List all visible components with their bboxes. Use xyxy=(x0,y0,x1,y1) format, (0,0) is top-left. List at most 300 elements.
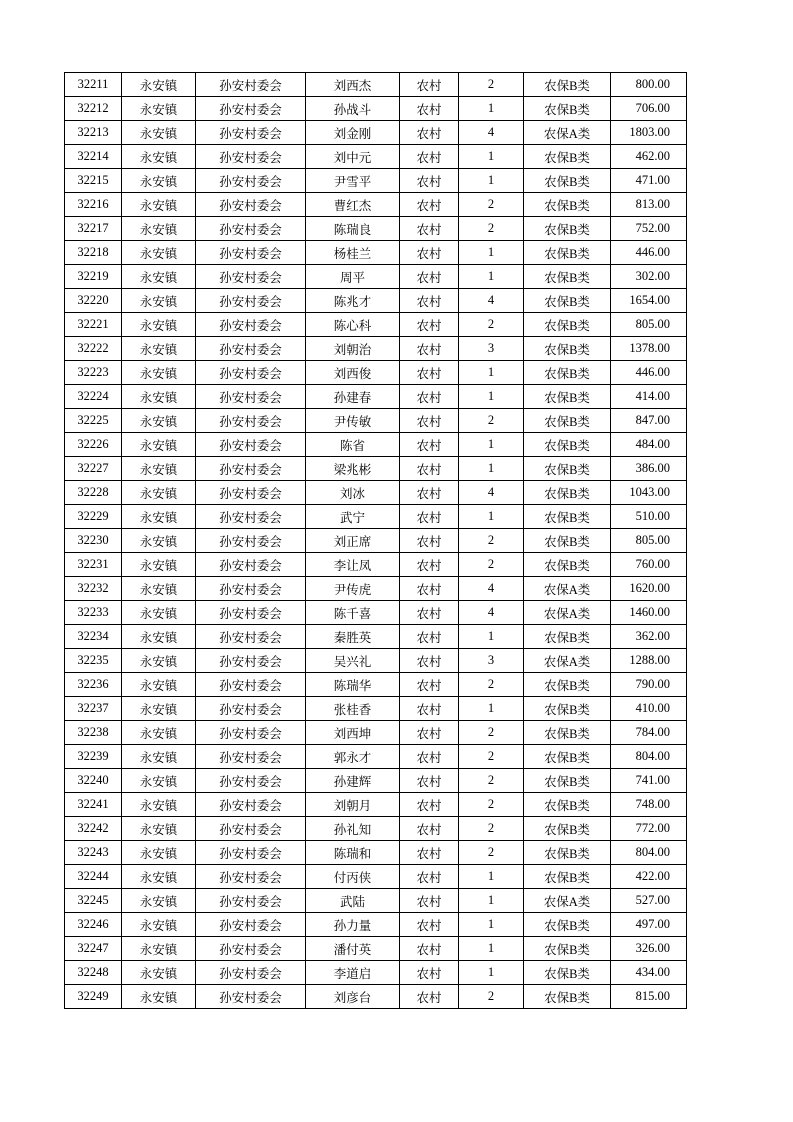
cell-household-count: 4 xyxy=(459,577,524,601)
cell-household-count: 2 xyxy=(459,745,524,769)
table-row xyxy=(65,673,687,697)
cell-person-name: 孙建春 xyxy=(306,385,400,409)
cell-amount: 1460.00 xyxy=(611,601,687,625)
cell-town: 永安镇 xyxy=(122,697,196,721)
cell-village-committee: 孙安村委会 xyxy=(196,865,306,889)
cell-household-count: 3 xyxy=(459,337,524,361)
cell-residence-type: 农村 xyxy=(400,601,459,625)
cell-town: 永安镇 xyxy=(122,145,196,169)
cell-village-committee: 孙安村委会 xyxy=(196,673,306,697)
cell-insurance-category: 农保B类 xyxy=(524,985,611,1009)
table-row xyxy=(65,97,687,121)
cell-record-id: 32226 xyxy=(65,433,122,457)
cell-insurance-category: 农保A类 xyxy=(524,649,611,673)
cell-village-committee: 孙安村委会 xyxy=(196,841,306,865)
table-row xyxy=(65,577,687,601)
cell-household-count: 2 xyxy=(459,529,524,553)
cell-town: 永安镇 xyxy=(122,433,196,457)
cell-village-committee: 孙安村委会 xyxy=(196,265,306,289)
cell-amount: 527.00 xyxy=(611,889,687,913)
cell-town: 永安镇 xyxy=(122,409,196,433)
cell-person-name: 李让凤 xyxy=(306,553,400,577)
cell-residence-type: 农村 xyxy=(400,769,459,793)
cell-village-committee: 孙安村委会 xyxy=(196,553,306,577)
cell-town: 永安镇 xyxy=(122,481,196,505)
cell-residence-type: 农村 xyxy=(400,217,459,241)
cell-residence-type: 农村 xyxy=(400,649,459,673)
cell-record-id: 32237 xyxy=(65,697,122,721)
cell-record-id: 32238 xyxy=(65,721,122,745)
cell-person-name: 陈兆才 xyxy=(306,289,400,313)
cell-household-count: 2 xyxy=(459,985,524,1009)
cell-residence-type: 农村 xyxy=(400,193,459,217)
cell-residence-type: 农村 xyxy=(400,145,459,169)
table-row xyxy=(65,625,687,649)
cell-residence-type: 农村 xyxy=(400,865,459,889)
cell-amount: 386.00 xyxy=(611,457,687,481)
cell-insurance-category: 农保B类 xyxy=(524,697,611,721)
cell-residence-type: 农村 xyxy=(400,313,459,337)
records-table-body xyxy=(65,73,687,1009)
cell-village-committee: 孙安村委会 xyxy=(196,481,306,505)
table-row xyxy=(65,145,687,169)
cell-town: 永安镇 xyxy=(122,217,196,241)
cell-town: 永安镇 xyxy=(122,457,196,481)
cell-insurance-category: 农保A类 xyxy=(524,601,611,625)
cell-residence-type: 农村 xyxy=(400,385,459,409)
cell-residence-type: 农村 xyxy=(400,721,459,745)
cell-person-name: 刘朝治 xyxy=(306,337,400,361)
cell-residence-type: 农村 xyxy=(400,529,459,553)
cell-insurance-category: 农保B类 xyxy=(524,721,611,745)
cell-record-id: 32215 xyxy=(65,169,122,193)
cell-person-name: 陈瑞华 xyxy=(306,673,400,697)
cell-amount: 741.00 xyxy=(611,769,687,793)
cell-town: 永安镇 xyxy=(122,937,196,961)
table-row xyxy=(65,721,687,745)
cell-insurance-category: 农保A类 xyxy=(524,577,611,601)
cell-amount: 772.00 xyxy=(611,817,687,841)
table-row xyxy=(65,937,687,961)
cell-residence-type: 农村 xyxy=(400,265,459,289)
cell-insurance-category: 农保B类 xyxy=(524,961,611,985)
cell-village-committee: 孙安村委会 xyxy=(196,433,306,457)
cell-person-name: 刘西坤 xyxy=(306,721,400,745)
cell-village-committee: 孙安村委会 xyxy=(196,985,306,1009)
cell-person-name: 刘西杰 xyxy=(306,73,400,97)
cell-town: 永安镇 xyxy=(122,913,196,937)
cell-residence-type: 农村 xyxy=(400,361,459,385)
cell-residence-type: 农村 xyxy=(400,817,459,841)
cell-residence-type: 农村 xyxy=(400,913,459,937)
cell-household-count: 1 xyxy=(459,937,524,961)
cell-town: 永安镇 xyxy=(122,673,196,697)
cell-person-name: 刘金刚 xyxy=(306,121,400,145)
cell-household-count: 1 xyxy=(459,697,524,721)
cell-town: 永安镇 xyxy=(122,889,196,913)
cell-record-id: 32245 xyxy=(65,889,122,913)
cell-village-committee: 孙安村委会 xyxy=(196,625,306,649)
table-row xyxy=(65,505,687,529)
cell-amount: 748.00 xyxy=(611,793,687,817)
cell-record-id: 32228 xyxy=(65,481,122,505)
cell-household-count: 1 xyxy=(459,385,524,409)
table-row xyxy=(65,265,687,289)
cell-record-id: 32219 xyxy=(65,265,122,289)
table-row xyxy=(65,961,687,985)
cell-residence-type: 农村 xyxy=(400,793,459,817)
cell-residence-type: 农村 xyxy=(400,841,459,865)
cell-record-id: 32242 xyxy=(65,817,122,841)
cell-town: 永安镇 xyxy=(122,649,196,673)
cell-amount: 815.00 xyxy=(611,985,687,1009)
cell-town: 永安镇 xyxy=(122,505,196,529)
cell-household-count: 1 xyxy=(459,145,524,169)
table-row xyxy=(65,601,687,625)
table-row xyxy=(65,217,687,241)
cell-town: 永安镇 xyxy=(122,193,196,217)
cell-person-name: 杨桂兰 xyxy=(306,241,400,265)
table-row xyxy=(65,457,687,481)
cell-village-committee: 孙安村委会 xyxy=(196,313,306,337)
cell-insurance-category: 农保B类 xyxy=(524,385,611,409)
cell-insurance-category: 农保B类 xyxy=(524,937,611,961)
cell-household-count: 4 xyxy=(459,121,524,145)
cell-residence-type: 农村 xyxy=(400,625,459,649)
cell-village-committee: 孙安村委会 xyxy=(196,385,306,409)
table-row xyxy=(65,697,687,721)
cell-household-count: 1 xyxy=(459,241,524,265)
cell-person-name: 潘付英 xyxy=(306,937,400,961)
cell-record-id: 32230 xyxy=(65,529,122,553)
cell-village-committee: 孙安村委会 xyxy=(196,913,306,937)
cell-person-name: 付丙侠 xyxy=(306,865,400,889)
table-row xyxy=(65,481,687,505)
cell-village-committee: 孙安村委会 xyxy=(196,169,306,193)
cell-residence-type: 农村 xyxy=(400,121,459,145)
cell-record-id: 32232 xyxy=(65,577,122,601)
cell-insurance-category: 农保B类 xyxy=(524,817,611,841)
cell-record-id: 32243 xyxy=(65,841,122,865)
cell-insurance-category: 农保B类 xyxy=(524,241,611,265)
cell-residence-type: 农村 xyxy=(400,673,459,697)
cell-residence-type: 农村 xyxy=(400,961,459,985)
cell-insurance-category: 农保B类 xyxy=(524,73,611,97)
cell-amount: 446.00 xyxy=(611,241,687,265)
cell-record-id: 32240 xyxy=(65,769,122,793)
cell-residence-type: 农村 xyxy=(400,697,459,721)
cell-amount: 790.00 xyxy=(611,673,687,697)
cell-amount: 1654.00 xyxy=(611,289,687,313)
cell-insurance-category: 农保B类 xyxy=(524,481,611,505)
cell-insurance-category: 农保B类 xyxy=(524,289,611,313)
cell-record-id: 32246 xyxy=(65,913,122,937)
cell-residence-type: 农村 xyxy=(400,577,459,601)
table-row xyxy=(65,169,687,193)
cell-record-id: 32233 xyxy=(65,601,122,625)
table-row xyxy=(65,361,687,385)
cell-residence-type: 农村 xyxy=(400,433,459,457)
cell-household-count: 1 xyxy=(459,889,524,913)
cell-town: 永安镇 xyxy=(122,865,196,889)
cell-residence-type: 农村 xyxy=(400,457,459,481)
cell-town: 永安镇 xyxy=(122,169,196,193)
cell-household-count: 3 xyxy=(459,649,524,673)
cell-village-committee: 孙安村委会 xyxy=(196,121,306,145)
cell-person-name: 刘冰 xyxy=(306,481,400,505)
cell-household-count: 2 xyxy=(459,193,524,217)
cell-person-name: 武陆 xyxy=(306,889,400,913)
cell-village-committee: 孙安村委会 xyxy=(196,601,306,625)
cell-village-committee: 孙安村委会 xyxy=(196,217,306,241)
cell-town: 永安镇 xyxy=(122,265,196,289)
cell-amount: 805.00 xyxy=(611,313,687,337)
cell-town: 永安镇 xyxy=(122,73,196,97)
cell-residence-type: 农村 xyxy=(400,889,459,913)
cell-amount: 1620.00 xyxy=(611,577,687,601)
table-row xyxy=(65,73,687,97)
table-row xyxy=(65,313,687,337)
cell-record-id: 32223 xyxy=(65,361,122,385)
cell-person-name: 秦胜英 xyxy=(306,625,400,649)
cell-insurance-category: 农保B类 xyxy=(524,457,611,481)
cell-person-name: 刘西俊 xyxy=(306,361,400,385)
cell-person-name: 李道启 xyxy=(306,961,400,985)
table-row xyxy=(65,745,687,769)
cell-insurance-category: 农保B类 xyxy=(524,841,611,865)
cell-residence-type: 农村 xyxy=(400,985,459,1009)
cell-town: 永安镇 xyxy=(122,841,196,865)
cell-town: 永安镇 xyxy=(122,313,196,337)
cell-town: 永安镇 xyxy=(122,337,196,361)
cell-household-count: 1 xyxy=(459,865,524,889)
cell-record-id: 32231 xyxy=(65,553,122,577)
cell-record-id: 32212 xyxy=(65,97,122,121)
cell-household-count: 1 xyxy=(459,457,524,481)
cell-town: 永安镇 xyxy=(122,361,196,385)
cell-town: 永安镇 xyxy=(122,241,196,265)
cell-record-id: 32236 xyxy=(65,673,122,697)
cell-household-count: 2 xyxy=(459,313,524,337)
cell-town: 永安镇 xyxy=(122,97,196,121)
cell-insurance-category: 农保B类 xyxy=(524,913,611,937)
table-row xyxy=(65,529,687,553)
table-row xyxy=(65,433,687,457)
cell-person-name: 陈心科 xyxy=(306,313,400,337)
cell-person-name: 周平 xyxy=(306,265,400,289)
cell-record-id: 32235 xyxy=(65,649,122,673)
cell-record-id: 32220 xyxy=(65,289,122,313)
cell-person-name: 陈瑞和 xyxy=(306,841,400,865)
cell-amount: 302.00 xyxy=(611,265,687,289)
cell-amount: 847.00 xyxy=(611,409,687,433)
cell-amount: 752.00 xyxy=(611,217,687,241)
cell-record-id: 32227 xyxy=(65,457,122,481)
cell-residence-type: 农村 xyxy=(400,937,459,961)
cell-town: 永安镇 xyxy=(122,385,196,409)
cell-amount: 362.00 xyxy=(611,625,687,649)
cell-amount: 805.00 xyxy=(611,529,687,553)
cell-record-id: 32221 xyxy=(65,313,122,337)
cell-household-count: 1 xyxy=(459,961,524,985)
cell-household-count: 2 xyxy=(459,553,524,577)
cell-residence-type: 农村 xyxy=(400,409,459,433)
cell-village-committee: 孙安村委会 xyxy=(196,721,306,745)
cell-town: 永安镇 xyxy=(122,745,196,769)
cell-record-id: 32248 xyxy=(65,961,122,985)
cell-person-name: 孙建辉 xyxy=(306,769,400,793)
cell-village-committee: 孙安村委会 xyxy=(196,937,306,961)
cell-village-committee: 孙安村委会 xyxy=(196,337,306,361)
cell-village-committee: 孙安村委会 xyxy=(196,241,306,265)
cell-record-id: 32214 xyxy=(65,145,122,169)
cell-person-name: 刘中元 xyxy=(306,145,400,169)
table-row xyxy=(65,817,687,841)
cell-village-committee: 孙安村委会 xyxy=(196,193,306,217)
cell-insurance-category: 农保B类 xyxy=(524,769,611,793)
cell-household-count: 1 xyxy=(459,361,524,385)
cell-insurance-category: 农保B类 xyxy=(524,193,611,217)
cell-insurance-category: 农保B类 xyxy=(524,265,611,289)
cell-person-name: 陈省 xyxy=(306,433,400,457)
cell-record-id: 32229 xyxy=(65,505,122,529)
cell-town: 永安镇 xyxy=(122,625,196,649)
cell-record-id: 32211 xyxy=(65,73,122,97)
table-row xyxy=(65,409,687,433)
cell-amount: 1043.00 xyxy=(611,481,687,505)
cell-record-id: 32216 xyxy=(65,193,122,217)
cell-residence-type: 农村 xyxy=(400,97,459,121)
table-row xyxy=(65,553,687,577)
cell-town: 永安镇 xyxy=(122,721,196,745)
cell-insurance-category: 农保A类 xyxy=(524,889,611,913)
cell-insurance-category: 农保B类 xyxy=(524,553,611,577)
cell-person-name: 刘彦台 xyxy=(306,985,400,1009)
cell-household-count: 1 xyxy=(459,913,524,937)
cell-village-committee: 孙安村委会 xyxy=(196,769,306,793)
cell-town: 永安镇 xyxy=(122,985,196,1009)
cell-person-name: 曹红杰 xyxy=(306,193,400,217)
cell-person-name: 刘朝月 xyxy=(306,793,400,817)
cell-amount: 1803.00 xyxy=(611,121,687,145)
cell-person-name: 孙战斗 xyxy=(306,97,400,121)
cell-household-count: 2 xyxy=(459,721,524,745)
cell-village-committee: 孙安村委会 xyxy=(196,73,306,97)
cell-amount: 1288.00 xyxy=(611,649,687,673)
cell-amount: 446.00 xyxy=(611,361,687,385)
cell-amount: 804.00 xyxy=(611,841,687,865)
cell-residence-type: 农村 xyxy=(400,241,459,265)
cell-amount: 410.00 xyxy=(611,697,687,721)
cell-residence-type: 农村 xyxy=(400,481,459,505)
cell-record-id: 32218 xyxy=(65,241,122,265)
cell-insurance-category: 农保B类 xyxy=(524,745,611,769)
cell-village-committee: 孙安村委会 xyxy=(196,505,306,529)
cell-village-committee: 孙安村委会 xyxy=(196,409,306,433)
cell-town: 永安镇 xyxy=(122,121,196,145)
table-row xyxy=(65,913,687,937)
table-row xyxy=(65,241,687,265)
table-row xyxy=(65,121,687,145)
cell-record-id: 32244 xyxy=(65,865,122,889)
cell-town: 永安镇 xyxy=(122,553,196,577)
cell-person-name: 尹雪平 xyxy=(306,169,400,193)
table-row xyxy=(65,769,687,793)
cell-insurance-category: 农保B类 xyxy=(524,409,611,433)
table-row xyxy=(65,649,687,673)
cell-insurance-category: 农保B类 xyxy=(524,625,611,649)
cell-record-id: 32222 xyxy=(65,337,122,361)
cell-household-count: 2 xyxy=(459,409,524,433)
cell-amount: 462.00 xyxy=(611,145,687,169)
table-row xyxy=(65,865,687,889)
cell-person-name: 尹传虎 xyxy=(306,577,400,601)
cell-household-count: 4 xyxy=(459,289,524,313)
cell-amount: 484.00 xyxy=(611,433,687,457)
cell-village-committee: 孙安村委会 xyxy=(196,889,306,913)
cell-residence-type: 农村 xyxy=(400,289,459,313)
table-row xyxy=(65,193,687,217)
cell-insurance-category: 农保A类 xyxy=(524,121,611,145)
table-row xyxy=(65,985,687,1009)
cell-household-count: 4 xyxy=(459,601,524,625)
cell-insurance-category: 农保B类 xyxy=(524,145,611,169)
cell-record-id: 32239 xyxy=(65,745,122,769)
cell-town: 永安镇 xyxy=(122,961,196,985)
cell-amount: 471.00 xyxy=(611,169,687,193)
cell-village-committee: 孙安村委会 xyxy=(196,697,306,721)
cell-insurance-category: 农保B类 xyxy=(524,793,611,817)
cell-insurance-category: 农保B类 xyxy=(524,865,611,889)
cell-person-name: 梁兆彬 xyxy=(306,457,400,481)
cell-household-count: 1 xyxy=(459,97,524,121)
table-row xyxy=(65,841,687,865)
cell-town: 永安镇 xyxy=(122,529,196,553)
cell-household-count: 2 xyxy=(459,841,524,865)
cell-village-committee: 孙安村委会 xyxy=(196,145,306,169)
cell-insurance-category: 农保B类 xyxy=(524,337,611,361)
cell-person-name: 陈千喜 xyxy=(306,601,400,625)
cell-village-committee: 孙安村委会 xyxy=(196,745,306,769)
cell-record-id: 32249 xyxy=(65,985,122,1009)
table-row xyxy=(65,793,687,817)
cell-insurance-category: 农保B类 xyxy=(524,529,611,553)
table-row xyxy=(65,889,687,913)
cell-amount: 800.00 xyxy=(611,73,687,97)
cell-amount: 1378.00 xyxy=(611,337,687,361)
cell-household-count: 2 xyxy=(459,793,524,817)
cell-record-id: 32241 xyxy=(65,793,122,817)
cell-person-name: 陈瑞良 xyxy=(306,217,400,241)
cell-residence-type: 农村 xyxy=(400,337,459,361)
cell-person-name: 尹传敏 xyxy=(306,409,400,433)
table-row xyxy=(65,289,687,313)
cell-record-id: 32217 xyxy=(65,217,122,241)
cell-amount: 510.00 xyxy=(611,505,687,529)
cell-amount: 497.00 xyxy=(611,913,687,937)
cell-amount: 706.00 xyxy=(611,97,687,121)
cell-residence-type: 农村 xyxy=(400,169,459,193)
cell-household-count: 4 xyxy=(459,481,524,505)
table-row xyxy=(65,385,687,409)
cell-household-count: 2 xyxy=(459,817,524,841)
cell-record-id: 32224 xyxy=(65,385,122,409)
cell-amount: 784.00 xyxy=(611,721,687,745)
cell-village-committee: 孙安村委会 xyxy=(196,529,306,553)
cell-town: 永安镇 xyxy=(122,577,196,601)
cell-person-name: 吴兴礼 xyxy=(306,649,400,673)
cell-household-count: 1 xyxy=(459,505,524,529)
